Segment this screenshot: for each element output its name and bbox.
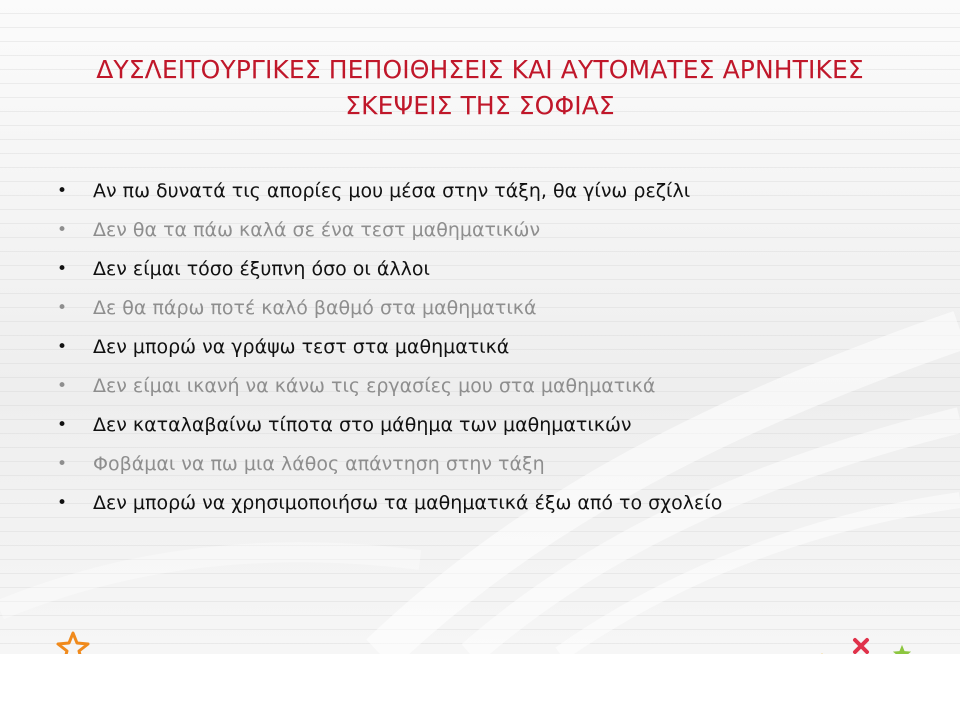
bullet-dot: • — [57, 181, 68, 201]
bullet-list — [57, 172, 722, 523]
bullet-item — [57, 172, 722, 211]
bullet-dot: • — [57, 454, 68, 474]
bullet-dot: • — [57, 415, 68, 435]
bullet-text: Δε θα πάρω ποτέ καλό βαθμό στα μαθηματικά — [93, 297, 537, 319]
bullet-dot: • — [57, 259, 68, 279]
bullet-item — [57, 367, 722, 406]
bullet-item — [57, 406, 722, 445]
bullet-item — [57, 250, 722, 289]
bullet-text: Αν πω δυνατά τις απορίες μου μέσα στην τάξη, θα γίνω ρεζίλι — [93, 180, 691, 202]
bullet-dot: • — [57, 298, 68, 318]
bullet-item — [57, 289, 722, 328]
slide-title-line-2: ΣΚΕΨΕΙΣ ΤΗΣ ΣΟΦΙΑΣ — [345, 91, 615, 120]
bullet-dot: • — [57, 493, 68, 513]
star-icon — [811, 652, 833, 654]
bullet-text: Φοβάμαι να πω μια λάθος απάντηση στην τάξη — [93, 453, 545, 475]
bullet-item — [57, 211, 722, 250]
cross-icon — [852, 637, 870, 654]
bullet-text: Δεν μπορώ να χρησιμοποιήσω τα μαθηματικά έξω από το σχολείο — [93, 492, 723, 514]
bullet-dot: • — [57, 220, 68, 240]
bullet-text: Δεν θα τα πάω καλά σε ένα τεστ μαθηματικών — [93, 219, 541, 241]
bullet-text: Δεν είμαι τόσο έξυπνη όσο οι άλλοι — [93, 258, 430, 280]
bullet-item — [57, 484, 722, 523]
slide-title-line-1: ΔΥΣΛΕΙΤΟΥΡΓΙΚΕΣ ΠΕΠΟΙΘΗΣΕΙΣ ΚΑΙ ΑΥΤΟΜΑΤΕΣ ΑΡΝΗΤΙΚΕΣ — [96, 55, 864, 84]
star-icon — [892, 644, 912, 654]
bullet-text: Δεν είμαι ικανή να κάνω τις εργασίες μου στα μαθηματικά — [93, 375, 656, 397]
bullet-item — [57, 445, 722, 484]
bullet-dot: • — [57, 337, 68, 357]
slide-title — [40, 52, 920, 124]
bullet-text: Δεν καταλαβαίνω τίποτα στο μάθημα των μαθηματικών — [93, 414, 632, 436]
bullet-text: Δεν μπορώ να γράψω τεστ στα μαθηματικά — [93, 336, 510, 358]
star-outline-icon — [55, 630, 91, 654]
bullet-dot: • — [57, 376, 68, 396]
bullet-item — [57, 328, 722, 367]
